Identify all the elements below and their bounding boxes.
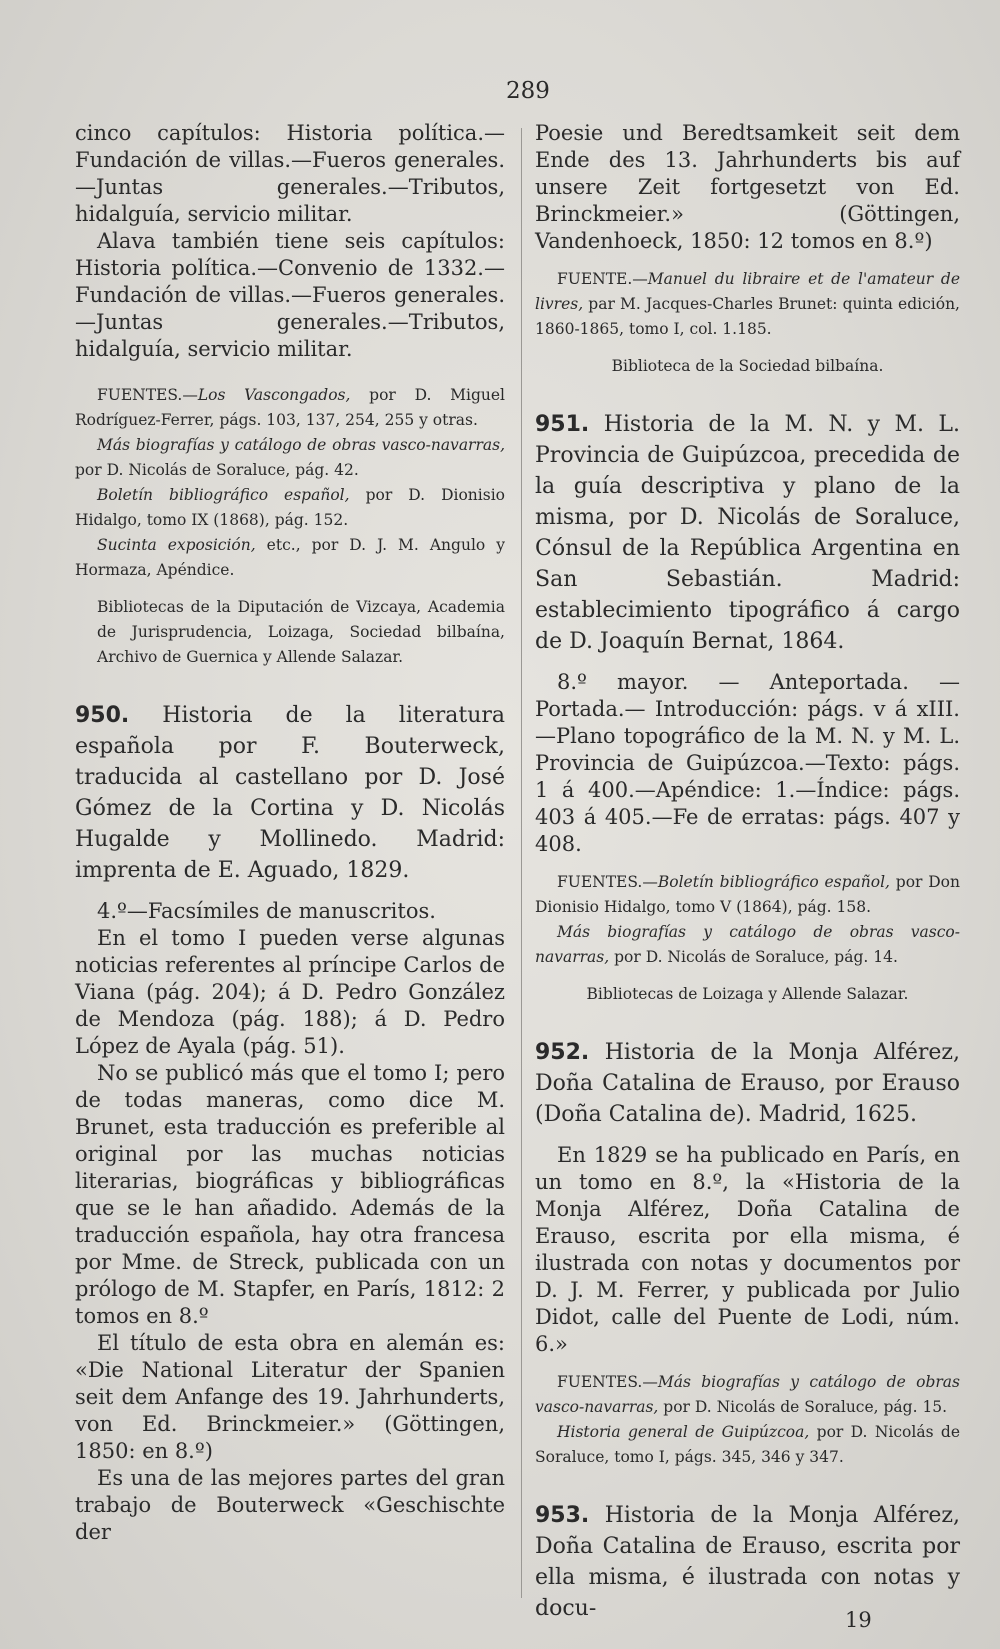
source-title: Más biografías y catálogo de obras vasco-navarras, [535,923,960,966]
paragraph: Alava también tiene seis capítulos: Historia política.—Convenio de 1332.—Fundación de villas.—Fueros generales.—Juntas generales.—Tributos, hidalguía, servicio militar. [75,229,505,361]
paragraph: 4.º—Facsímiles de manuscritos. [97,899,436,923]
source-detail: por Don Dionisio Hidalgo, tomo V (1864), pág. 158. [535,873,960,916]
page-number: 289 [506,78,550,104]
left-column [75,120,505,1546]
source-title: Los Vascongados, [197,386,351,404]
paragraph: El título de esta obra en alemán es: «Die National Literatur der Spanien seit dem Anfange des 19. Jahrhunderts, von Ed. Brinckmeier.» (Göttingen, 1850: en 8.º) [75,1331,505,1463]
paragraph: cinco capítulos: Historia política.—Fundación de villas.—Fueros generales.—Juntas generales.—Tributos, hidalguía, servicio militar. [75,121,505,226]
source-title: Boletín bibliográfico español, [657,873,890,891]
source-detail: etc., por D. J. M. Angulo y Hormaza, Apéndice. [75,536,505,579]
entry-title: Historia de la M. N. y M. L. Provincia de Guipúzcoa, precedida de la guía descriptiva y plano de la misma, por D. Nicolás de Soraluce, Cónsul de la República Argentina en San Sebastián. Madrid: establecimiento tipográfico á cargo de D. Joaquín Bernat, 1864. [535,412,960,654]
sources-entry [75,433,505,483]
source-title: Manuel du libraire et de l'amateur de livres, [535,270,960,313]
libraries-note: Bibliotecas de Loizaga y Allende Salazar. [586,985,909,1003]
libraries-note: Biblioteca de la Sociedad bilbaína. [611,357,884,375]
sources-entry [535,920,960,970]
entry-number: 953. [535,1503,590,1528]
paragraph: No se publicó más que el tomo I; pero de todas maneras, como dice M. Brunet, esta traducción es preferible al original por las muchas noticias literarias, biográficas y bibliográficas que se le han añadido. Además de la traducción española, hay otra francesa por Mme. de Streck, publicada con un prólogo de M. Stapfer, en París, 1812: 2 tomos en 8.º [75,1061,505,1328]
source-detail: por D. Nicolás de Soraluce, pág. 14. [609,948,898,966]
entry-heading-953 [535,1500,960,1624]
paragraph: Poesie und Beredtsamkeit seit dem Ende des 13. Jahrhunderts bis auf unsere Zeit fortgesetzt von Ed. Brinckmeier.» (Göttingen, Vandenhoeck, 1850: 12 tomos en 8.º) [535,121,960,253]
sources-entry [75,533,505,583]
entry-title: Historia de la Monja Alférez, Doña Catalina de Erauso, escrita por ella misma, é ilustrada con notas y docu- [535,1503,960,1621]
entry-title: Historia de la literatura española por F. Bouterweck, traducida al castellano por D. José Gómez de la Cortina y D. Nicolás Hugalde y Mollinedo. Madrid: imprenta de E. Aguado, 1829. [75,703,505,883]
sources-entry [75,483,505,533]
right-column [535,120,960,1624]
source-detail: par M. Jacques-Charles Brunet: quinta edición, 1860-1865, tomo I, col. 1.185. [535,295,960,338]
source-title: Más biografías y catálogo de obras vasco-navarras, [535,1373,960,1416]
sources-entry [535,1370,960,1420]
source-title: Boletín bibliográfico español, [97,486,350,504]
sources-entry [75,383,505,433]
source-detail: por D. Nicolás de Soraluce, pág. 15. [658,1398,948,1416]
column-divider [521,128,522,1598]
paragraph: En 1829 se ha publicado en París, en un tomo en 8.º, la «Historia de la Monja Alférez, Doña Catalina de Erauso, escrita por ella misma, é ilustrada con notas y documentos por D. J. M. Ferrer, y publicada por Julio Didot, calle del Puente de Lodi, núm. 6.» [535,1143,960,1356]
sources-label: FUENTES.— [97,386,198,404]
entry-title: Historia de la Monja Alférez, Doña Catalina de Erauso, por Erauso (Doña Catalina de). Madrid, 1625. [535,1040,960,1127]
entry-number: 952. [535,1040,590,1065]
paragraph: Es una de las mejores partes del gran trabajo de Bouterweck «Geschischte der [75,1466,505,1544]
paragraph: 8.º mayor. — Anteportada. — Portada.— Introducción: págs. v á xIII.—Plano topográfico de la M. N. y M. L. Provincia de Guipúzcoa.—Texto: págs. 1 á 400.—Apéndice: 1.—Índice: págs. 403 á 405.—Fe de erratas: págs. 407 y 408. [535,670,960,856]
source-detail: por D. Nicolás de Soraluce, pág. 42. [75,461,359,479]
source-detail: por D. Dionisio Hidalgo, tomo IX (1868), pág. 152. [75,486,505,529]
entry-number: 951. [535,412,590,437]
sources-label: FUENTES.— [557,1373,658,1391]
source-title: Más biografías y catálogo de obras vasco-navarras, [97,436,505,454]
source-title: Historia general de Guipúzcoa, [557,1423,810,1441]
sources-label: FUENTE.— [557,270,648,288]
paragraph: En el tomo I pueden verse algunas noticias referentes al príncipe Carlos de Viana (pág. 204); á D. Pedro González de Mendoza (pág. 188); á D. Pedro López de Ayala (pág. 51). [75,926,505,1058]
sources-entry [535,267,960,342]
entry-heading-952 [535,1037,960,1130]
entry-heading-951 [535,409,960,657]
entry-number: 950. [75,703,130,728]
libraries-note: Bibliotecas de la Diputación de Vizcaya, Academia de Jurisprudencia, Loizaga, Sociedad bilbaína, Archivo de Guernica y Allende Salazar. [97,598,505,666]
sources-entry [535,1420,960,1470]
source-title: Sucinta exposición, [97,536,256,554]
sources-entry [535,870,960,920]
source-detail: por D. Miguel Rodríguez-Ferrer, págs. 103, 137, 254, 255 y otras. [75,386,505,429]
sources-label: FUENTES.— [557,873,658,891]
signature-mark: 19 [845,1608,872,1632]
source-detail: por D. Nicolás de Soraluce, tomo I, págs. 345, 346 y 347. [535,1423,961,1466]
entry-heading-950 [75,700,505,886]
